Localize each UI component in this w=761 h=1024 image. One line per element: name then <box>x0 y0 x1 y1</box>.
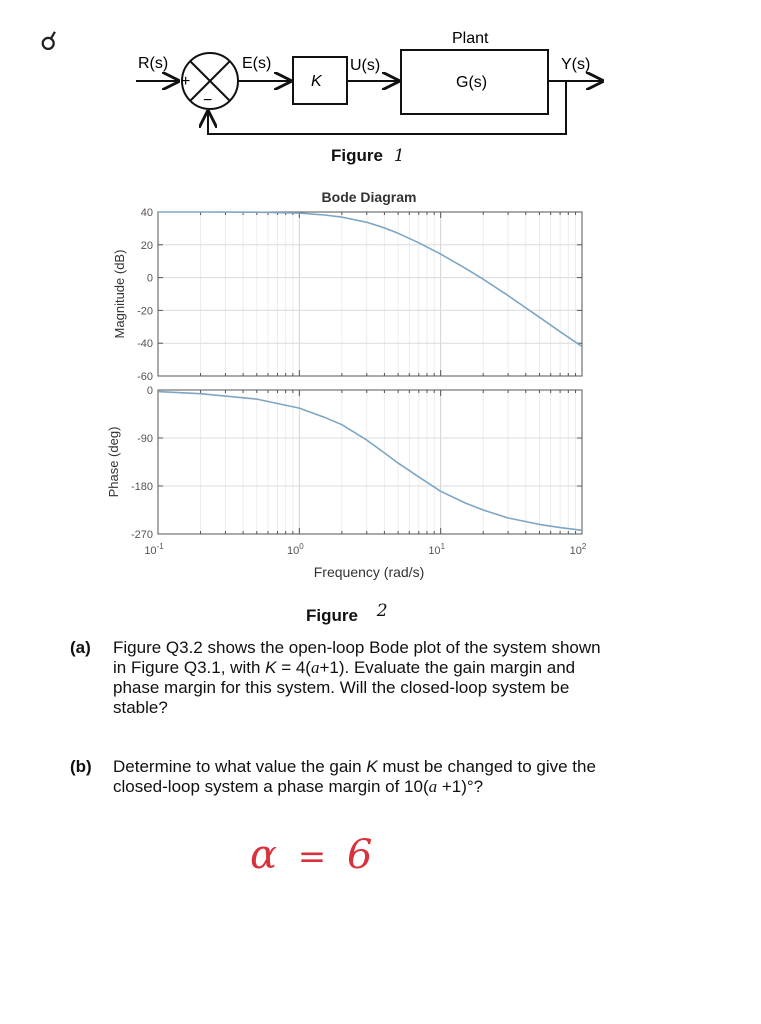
x-tick-label: $10^2$ <box>569 542 587 557</box>
question-a-line: Figure Q3.2 shows the open-loop Bode plot of the system shown <box>113 638 601 657</box>
y-tick-label: -20 <box>137 305 153 318</box>
figure2-handwritten-number: 2 <box>376 601 388 621</box>
handwritten-alpha: α <box>250 832 282 878</box>
x-tick-label: $10^{-1}$ <box>144 542 164 557</box>
y-tick-label: -180 <box>130 481 153 493</box>
corner-mark: ☌ <box>40 26 58 56</box>
x-tick-label: $10^1$ <box>428 542 446 557</box>
question-a-line: phase margin for this system. Will the closed-loop system be <box>113 678 570 697</box>
figure2-caption <box>306 601 388 626</box>
handwritten-note <box>250 832 376 878</box>
question-b <box>70 757 670 802</box>
magnitude-plot <box>112 207 582 383</box>
phase-plot <box>106 385 582 541</box>
figure1-caption-text: Figure <box>331 146 383 165</box>
y-axis-label: Magnitude (dB) <box>112 249 127 339</box>
figure2-caption-text: Figure <box>306 606 358 625</box>
question-b-text <box>113 757 653 797</box>
question-a-label: (a) <box>70 638 91 657</box>
y-tick-label: -90 <box>137 433 153 445</box>
y-tick-label: 20 <box>140 239 153 252</box>
figure1-caption <box>331 146 405 166</box>
y-tick-label: -40 <box>137 338 153 351</box>
chart-title: Bode Diagram <box>321 189 417 205</box>
bode-diagram <box>0 180 761 590</box>
question-a-text <box>113 638 653 718</box>
control-label: U(s) <box>350 57 381 74</box>
x-tick-label: $10^0$ <box>286 542 304 557</box>
summing-junction <box>181 53 238 109</box>
y-tick-label: 0 <box>146 385 153 397</box>
input-label: R(s) <box>138 55 169 72</box>
question-a <box>70 638 670 728</box>
figure1-handwritten-number: 1 <box>393 146 405 166</box>
y-tick-label: 40 <box>140 207 153 219</box>
output-label: Y(s) <box>561 56 591 73</box>
error-label: E(s) <box>242 55 272 72</box>
question-a-line: in Figure Q3.1, with K = 4(a+1). Evaluate the gain margin and <box>113 658 576 677</box>
plot-area <box>158 212 582 376</box>
handwritten-equals: = <box>297 837 331 877</box>
question-b-label: (b) <box>70 757 92 776</box>
y-tick-label: 0 <box>146 272 153 285</box>
y-tick-label: -60 <box>137 371 153 383</box>
y-axis-label: Phase (deg) <box>106 426 121 498</box>
y-tick-label: -270 <box>130 529 153 541</box>
x-axis-label: Frequency (rad/s) <box>313 564 425 580</box>
plot-area <box>158 390 582 534</box>
handwritten-value: 6 <box>346 832 377 878</box>
question-a-line: stable? <box>113 698 168 717</box>
plant-title: Plant <box>452 30 489 47</box>
question-b-line: closed-loop system a phase margin of 10(a +1)°? <box>113 777 484 796</box>
sum-minus-sign: − <box>203 92 213 109</box>
gain-label: K <box>311 73 322 90</box>
question-b-line: Determine to what value the gain K must be changed to give the <box>113 757 596 776</box>
plant-label: G(s) <box>456 74 488 91</box>
sum-plus-sign: + <box>181 73 191 90</box>
